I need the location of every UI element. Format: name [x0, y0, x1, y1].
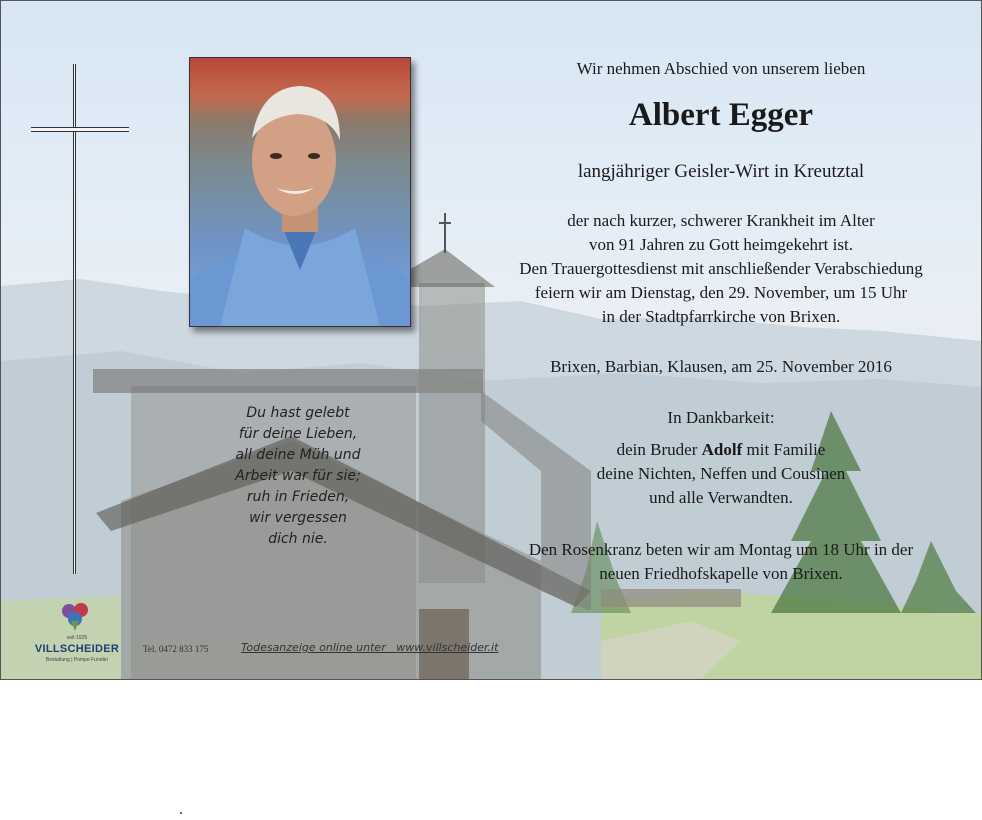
place-date: Brixen, Barbian, Klausen, am 25. November 2016 — [550, 357, 892, 376]
body-line: feiern wir am Dienstag, den 29. November, um 15 Uhr — [534, 283, 908, 302]
thanks-brother-pre: dein Bruder — [616, 440, 698, 459]
villscheider-logo — [29, 601, 125, 667]
rosary-line: Den Rosenkranz beten wir am Montag um 18 Uhr in der — [528, 540, 914, 559]
poem-line: dich nie. — [268, 531, 328, 547]
villscheider-logo-icon — [29, 601, 125, 635]
deceased-name: Albert Egger — [628, 97, 814, 133]
poem-line: Du hast gelebt — [246, 405, 350, 421]
body-line: der nach kurzer, schwerer Krankheit im Alter — [567, 211, 875, 230]
intro-line: Wir nehmen Abschied von unserem lieben — [576, 59, 866, 78]
rosary-notice — [471, 538, 971, 586]
thanks-line: und alle Verwandten. — [649, 488, 793, 507]
logo-since: seit 1925 — [66, 635, 88, 641]
thanks-brother-name: Adolf — [701, 440, 743, 459]
thanks-section — [471, 406, 971, 510]
announcement-body — [471, 209, 971, 329]
logo-subtitle: Bestattung | Pompe Funebri — [45, 657, 109, 663]
body-line: in der Stadtpfarrkirche von Brixen. — [601, 307, 841, 326]
logo-name: VILLSCHEIDER — [34, 643, 120, 655]
thanks-brother-post: mit Familie — [746, 440, 826, 459]
poem-line: wir vergessen — [249, 510, 347, 526]
poem-line: Arbeit war für sie; — [235, 468, 361, 484]
thanks-line: deine Nichten, Neffen und Cousinen — [596, 464, 846, 483]
poem-line: ruh in Frieden, — [246, 489, 350, 505]
body-line: von 91 Jahren zu Gott heimgekehrt ist. — [589, 235, 853, 254]
stray-dot — [180, 812, 182, 814]
poem-line: all deine Müh und — [235, 447, 361, 463]
thanks-heading: In Dankbarkeit: — [667, 408, 775, 427]
rosary-line: neuen Friedhofskapelle von Brixen. — [599, 564, 843, 583]
poem-line: für deine Lieben, — [238, 426, 358, 442]
online-link[interactable]: Todesanzeige online unter www.villscheider.it — [241, 641, 499, 654]
thanks-brother-line — [471, 438, 971, 462]
portrait-photo — [189, 57, 411, 327]
deceased-role: langjähriger Geisler-Wirt in Kreutztal — [577, 161, 865, 182]
body-line: Den Trauergottesdienst mit anschließender Verabschiedung — [519, 259, 923, 278]
memorial-poem — [213, 403, 383, 550]
phone-number: Tel. 0472 833 175 — [143, 644, 209, 654]
